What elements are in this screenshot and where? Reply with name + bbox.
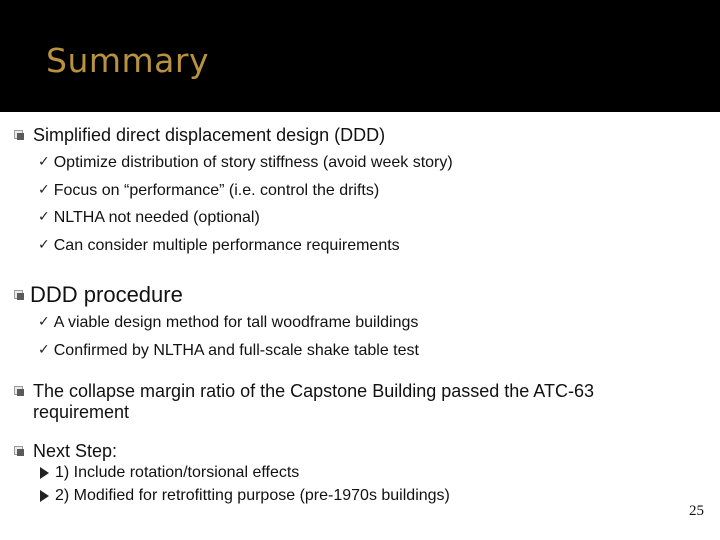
check-item (38, 238, 400, 254)
check-item-text: A viable design method for tall woodframe buildings (53, 314, 419, 331)
bullet-text: Simplified direct displacement design (DDD) (33, 125, 386, 145)
square-bullet-icon (14, 386, 24, 396)
square-bullet-icon (14, 130, 24, 140)
check-item-text: Confirmed by NLTHA and full-scale shake table test (53, 342, 419, 359)
check-item (38, 210, 260, 226)
title-bar (0, 0, 720, 112)
slide-title: Summary (46, 41, 209, 80)
bullet-text: Next Step: (33, 441, 118, 461)
check-item (38, 343, 419, 359)
checkmark-icon: ✓ (38, 182, 50, 198)
bullet-simplified-ddd (14, 126, 385, 144)
page-number: 25 (689, 503, 704, 519)
bullet-text: DDD procedure (30, 282, 183, 307)
check-item (38, 183, 379, 199)
square-bullet-icon (14, 290, 24, 300)
check-item-text: NLTHA not needed (optional) (53, 209, 260, 226)
square-bullet-icon (14, 446, 24, 456)
bullet-continuation (33, 403, 129, 421)
check-item-text: Can consider multiple performance requirements (53, 237, 400, 254)
check-item (38, 315, 418, 331)
check-item-text: Focus on “performance” (i.e. control the drifts) (53, 182, 380, 199)
check-item (38, 155, 453, 171)
arrow-item (40, 465, 299, 481)
arrow-bullet-icon (40, 490, 49, 502)
checkmark-icon: ✓ (38, 154, 50, 170)
check-item-text: Optimize distribution of story stiffness (avoid week story) (53, 154, 453, 171)
arrow-item-text: 2) Modified for retrofitting purpose (pre-1970s buildings) (55, 487, 450, 504)
arrow-bullet-icon (40, 467, 49, 479)
checkmark-icon: ✓ (38, 342, 50, 358)
checkmark-icon: ✓ (38, 237, 50, 253)
arrow-item (40, 488, 450, 504)
bullet-text: The collapse margin ratio of the Capstone Building passed the ATC-63 (33, 381, 594, 401)
bullet-ddd-procedure (14, 284, 183, 306)
bullet-next-step (14, 442, 117, 460)
checkmark-icon: ✓ (38, 209, 50, 225)
arrow-item-text: 1) Include rotation/torsional effects (55, 464, 300, 481)
bullet-collapse-margin (14, 382, 594, 400)
checkmark-icon: ✓ (38, 314, 50, 330)
bullet-text: requirement (33, 402, 130, 422)
